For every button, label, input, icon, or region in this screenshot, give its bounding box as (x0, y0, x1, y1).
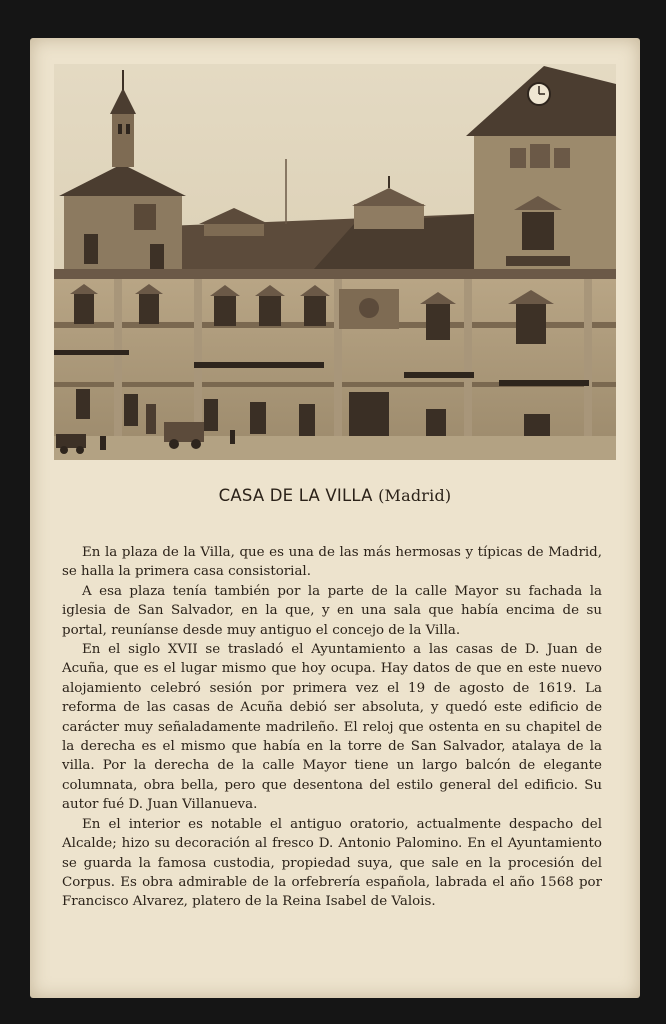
title-main: CASA DE LA VILLA (218, 486, 373, 505)
postcard-title (30, 486, 640, 505)
paragraph: A esa plaza tenía también por la parte de la calle Mayor su fachada la iglesia de San Salvador, en la que, y en una sala que había encima de su portal, reuníanse desde muy antiguo el concejo de la Villa. (62, 583, 602, 638)
title-sub: (Madrid) (378, 486, 452, 505)
casa-de-la-villa-illustration (54, 64, 616, 460)
paragraph: En la plaza de la Villa, que es una de las más hermosas y típicas de Madrid, se halla la primera casa consistorial. (62, 545, 602, 580)
paragraph: En el siglo XVII se trasladó el Ayuntamiento a las casas de D. Juan de Acuña, que es el lugar mismo que hoy ocupa. Hay datos de que en este nuevo alojamiento celebró sesión por primera vez el 19 de agosto de 1619. La reforma de las casas de Acuña debió ser absoluta, y quedó este edificio de carácter muy señaladamente madrileño. El reloj que ostenta en su chapitel de la derecha es el mismo que había en la torre de San Salvador, atalaya de la villa. Por la derecha de la calle Mayor tiene un largo balcón de elegante columnata, obra bella, pero que desentona del estilo general del edificio. Su autor fué D. Juan Villanueva. (62, 642, 602, 813)
paragraph: En el interior es notable el antiguo oratorio, actualmente despacho del Alcalde; hizo su decoración al fresco D. Antonio Palomino. En el Ayuntamiento se guarda la famosa custodia, propiedad suya, que sale en la procesión del Corpus. Es obra admirable de la orfebrería española, labrada el año 1568 por Francisco Alvarez, platero de la Reina Isabel de Valois. (62, 816, 602, 910)
description-text (62, 543, 602, 912)
building-photo (54, 64, 616, 460)
postcard (30, 38, 640, 998)
